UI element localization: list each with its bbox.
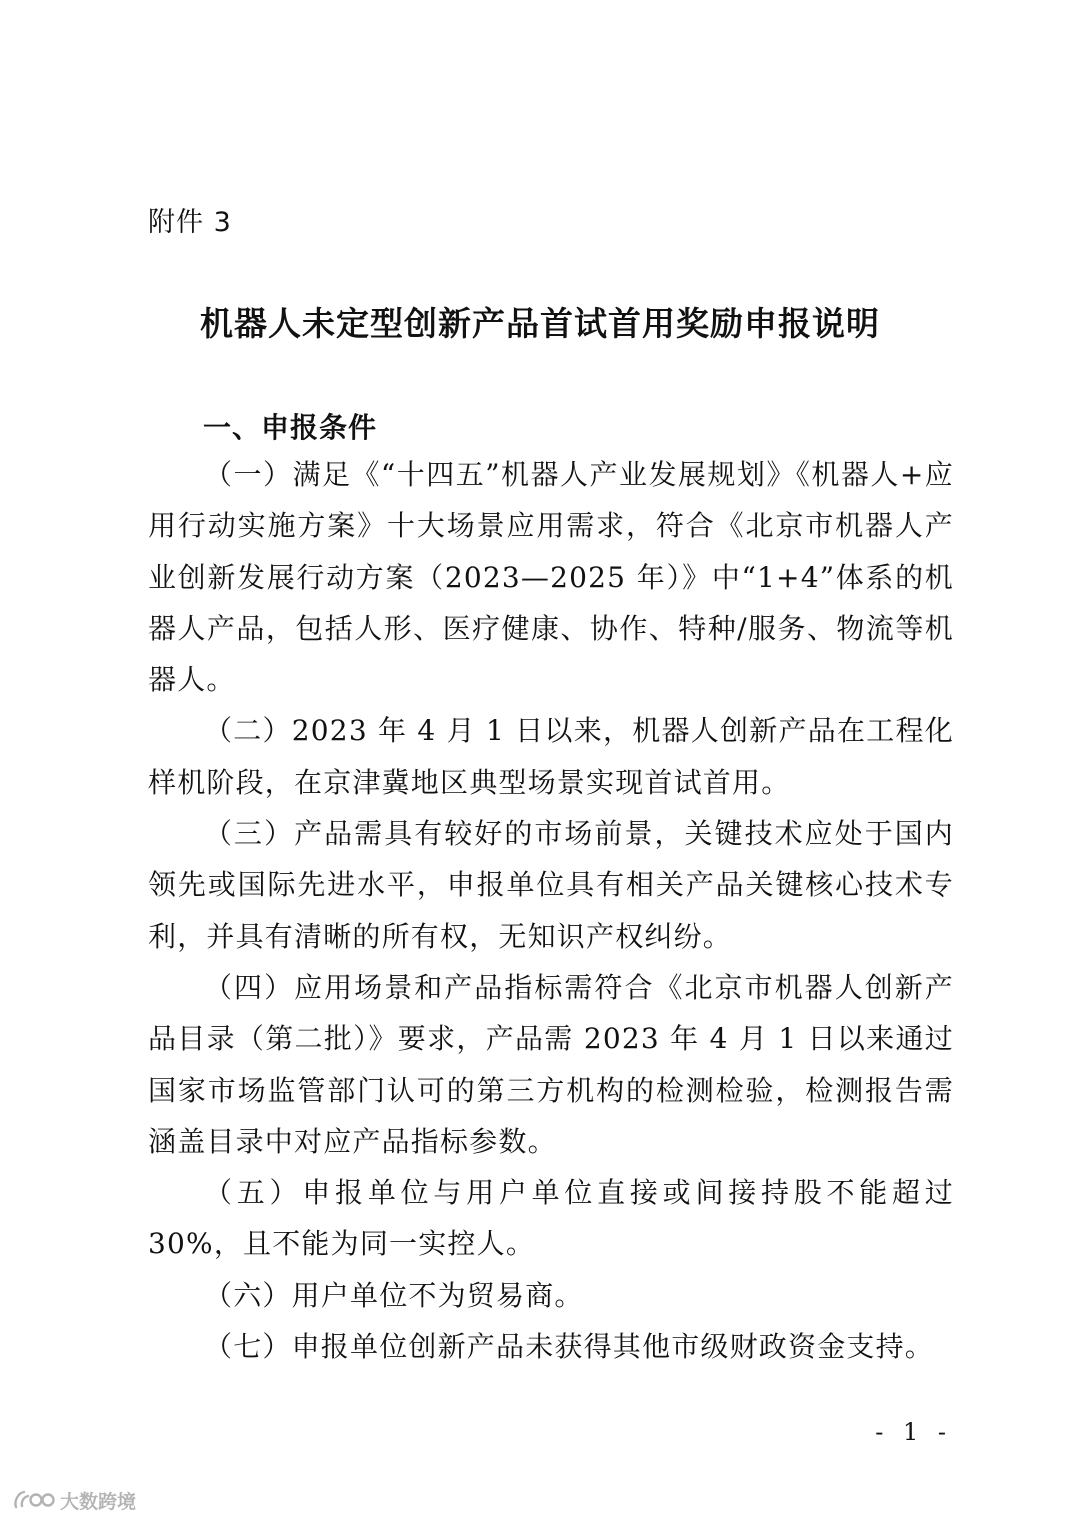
paragraph-condition-1: （一）满足《“十四五”机器人产业发展规划》《机器人+应用行动实施方案》十大场景应用需求，符合《北京市机器人产业创新发展行动方案（2023—2025 年）》中“1+4”体系的机器人产品，包括人形、医疗健康、协作、特种/服务、物流等机器人。 [148,458,954,697]
watermark-text: 大数跨境 [60,1490,137,1513]
paragraph-condition-4: （四）应用场景和产品指标需符合《北京市机器人创新产品目录（第二批）》要求，产品需 2023 年 4 月 1 日以来通过国家市场监管部门认可的第三方机构的检测检验，检测报告需涵盖目录中对应产品指标参数。 [148,970,954,1158]
brand-logo-icon [12,1487,56,1513]
watermark [12,1484,136,1516]
page-number: - 1 - [875,1418,952,1446]
body-text [148,449,954,1372]
attachment-label: 附件 3 [148,207,232,238]
section-heading: 一、申报条件 [203,411,378,444]
paragraph-condition-2: （二）2023 年 4 月 1 日以来，机器人创新产品在工程化样机阶段，在京津冀地区典型场景实现首试首用。 [148,714,954,799]
paragraph-condition-7: （七）申报单位创新产品未获得其他市级财政资金支持。 [204,1330,935,1364]
paragraph-condition-6: （六）用户单位不为贸易商。 [204,1278,584,1312]
document-title: 机器人未定型创新产品首试首用奖励申报说明 [200,304,880,343]
paragraph-condition-5: （五）申报单位与用户单位直接或间接持股不能超过 30%，且不能为同一实控人。 [148,1176,954,1261]
paragraph-condition-3: （三）产品需具有较好的市场前景，关键技术应处于国内领先或国际先进水平，申报单位具有相关产品关键核心技术专利，并具有清晰的所有权，无知识产权纠纷。 [148,817,954,953]
